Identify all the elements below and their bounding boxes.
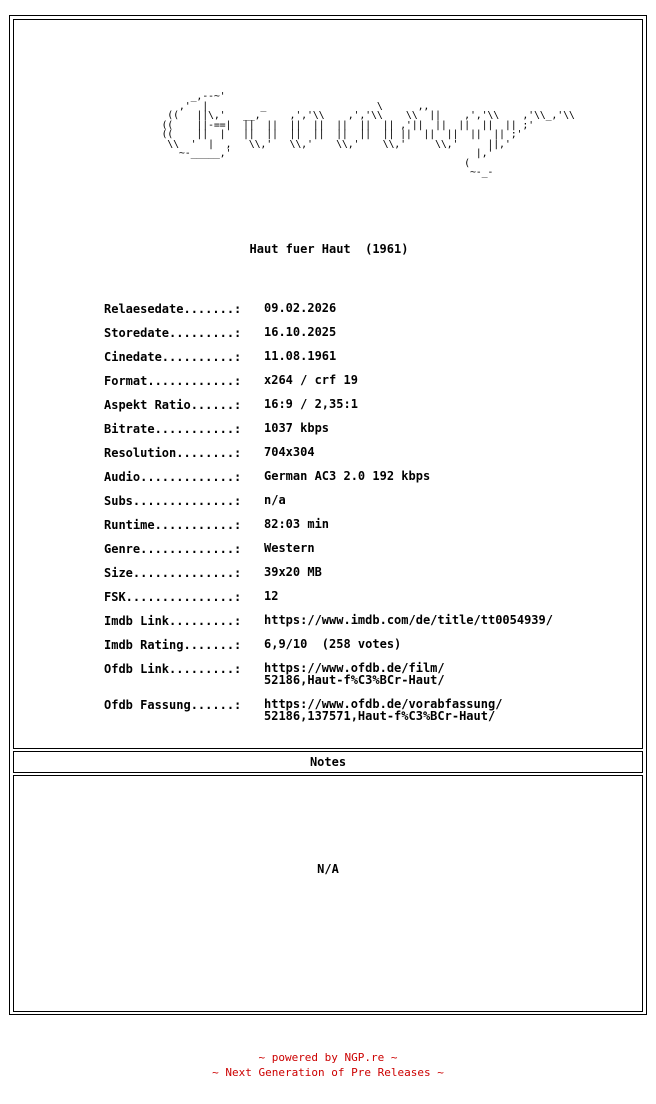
info-label: Cinedate..........: xyxy=(104,350,242,364)
info-label: Format............: xyxy=(104,374,242,388)
info-value: 09.02.2026 xyxy=(264,301,337,315)
info-value: 16:9 / 2,35:1 xyxy=(264,397,358,411)
ofdb-link[interactable]: https://www.ofdb.de/film/ 52186,Haut-f%C3%BCr-Haut/ xyxy=(264,661,445,687)
info-row-size xyxy=(104,566,553,590)
info-label: Imdb Link.........: xyxy=(104,614,242,628)
info-row-audio xyxy=(104,470,553,494)
info-row-releasedate xyxy=(104,302,553,326)
info-value: 39x20 MB xyxy=(264,565,322,579)
release-title: Haut fuer Haut (1961) xyxy=(249,242,409,256)
notes-header xyxy=(13,751,643,773)
info-label: Storedate.........: xyxy=(104,326,242,340)
info-row-resolution xyxy=(104,446,553,470)
info-row-imdb-rating xyxy=(104,638,553,662)
info-row-format xyxy=(104,374,553,398)
info-value: Western xyxy=(264,541,315,555)
info-label: Ofdb Fassung......: xyxy=(104,698,242,712)
notes-title: Notes xyxy=(309,755,347,769)
ascii-logo: _,--~' ,' | _ \ ,, (( ||\,' __, ,','\\ ,','\\ \\ || ,','\\ ,'\\_,'\\ (( ||-==| || || || || || || || ,'|| || || || || ;' (( || | || || || || || || || || || || || || ;' \\ ' | , \\,' \\,' \\,' \\,' \\,' ||,' ~-_____,' |,' ( ~-_- xyxy=(161,91,575,178)
info-value: 1037 kbps xyxy=(264,421,330,435)
info-value: 6,9/10 (258 votes) xyxy=(264,637,402,651)
nfo-frame xyxy=(9,15,647,1015)
info-value: 82:03 min xyxy=(264,517,330,531)
info-row-runtime xyxy=(104,518,553,542)
footer-tagline: ~ Next Generation of Pre Releases ~ xyxy=(212,1066,444,1079)
info-label: Relaesedate.......: xyxy=(104,302,242,316)
info-list xyxy=(104,302,553,734)
info-row-genre xyxy=(104,542,553,566)
info-row-storedate xyxy=(104,326,553,350)
imdb-link[interactable]: https://www.imdb.com/de/title/tt0054939/ xyxy=(264,613,553,627)
info-value: 12 xyxy=(264,589,279,603)
info-label: Runtime...........: xyxy=(104,518,242,532)
info-row-aspect-ratio xyxy=(104,398,553,422)
info-panel xyxy=(13,19,643,749)
info-row-subs xyxy=(104,494,553,518)
info-row-ofdb-link xyxy=(104,662,553,698)
info-value: 16.10.2025 xyxy=(264,325,337,339)
info-value: 11.08.1961 xyxy=(264,349,337,363)
info-value: German AC3 2.0 192 kbps xyxy=(264,469,431,483)
info-row-ofdb-fassung xyxy=(104,698,553,734)
notes-panel xyxy=(13,775,643,1012)
info-label: Size..............: xyxy=(104,566,242,580)
footer-powered-by[interactable]: ~ powered by NGP.re ~ xyxy=(258,1051,398,1064)
footer xyxy=(0,1050,656,1080)
info-label: Imdb Rating.......: xyxy=(104,638,242,652)
info-label: Aspekt Ratio......: xyxy=(104,398,242,412)
info-row-cinedate xyxy=(104,350,553,374)
info-label: Audio.............: xyxy=(104,470,242,484)
info-row-imdb-link xyxy=(104,614,553,638)
info-row-fsk xyxy=(104,590,553,614)
info-row-bitrate xyxy=(104,422,553,446)
info-label: Genre.............: xyxy=(104,542,242,556)
notes-text: N/A xyxy=(317,862,339,876)
ofdb-fassung-link[interactable]: https://www.ofdb.de/vorabfassung/ 52186,137571,Haut-f%C3%BCr-Haut/ xyxy=(264,697,503,723)
info-label: Resolution........: xyxy=(104,446,242,460)
info-label: FSK...............: xyxy=(104,590,242,604)
info-label: Bitrate...........: xyxy=(104,422,242,436)
info-value: x264 / crf 19 xyxy=(264,373,358,387)
info-label: Ofdb Link.........: xyxy=(104,662,242,676)
info-label: Subs..............: xyxy=(104,494,242,508)
info-value: n/a xyxy=(264,493,286,507)
info-value: 704x304 xyxy=(264,445,315,459)
